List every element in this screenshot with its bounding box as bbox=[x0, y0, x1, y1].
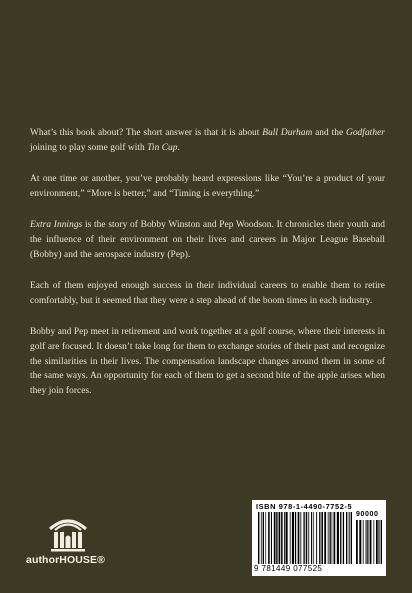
title-godfather: Godfather bbox=[346, 128, 385, 138]
isbn-barcode bbox=[252, 500, 386, 576]
blurb-text: . bbox=[177, 142, 180, 153]
addon-barcode-icon bbox=[356, 520, 382, 564]
title-tin-cup: Tin Cup bbox=[147, 142, 178, 153]
blurb-paragraph-1 bbox=[30, 126, 385, 155]
ean-digits: 9 781449 077525 bbox=[254, 564, 323, 573]
blurb-paragraph-3 bbox=[30, 218, 385, 262]
publisher-name: authorHOUSE® bbox=[26, 554, 105, 566]
blurb-paragraph-4: Each of them enjoyed enough success in their individual careers to enable them to retire comfortably, but it seemed that they were a step ahead of the boom times in each industry. bbox=[30, 281, 385, 306]
blurb-text: What’s this book about? The short answer is that it is about bbox=[30, 128, 263, 138]
blurb-paragraph-2: At one time or another, you’ve probably heard expressions like “You’re a product of your environment,” “More is better,” and “Timing is everything.” bbox=[30, 174, 385, 199]
barcode-icon bbox=[258, 512, 352, 564]
book-blurb bbox=[30, 126, 385, 415]
blurb-text: and the bbox=[312, 128, 346, 138]
title-extra-innings: Extra Innings bbox=[30, 220, 83, 231]
house-book-logo-icon bbox=[46, 512, 90, 552]
blurb-text: is the story of Bobby Winston and Pep Woodson. It chronicles their youth and the influence of their environment on their lives and careers in Major League Baseball (Bobby) and the aerospace industry (Pep). bbox=[30, 220, 385, 260]
blurb-paragraph-5: Bobby and Pep meet in retirement and work together at a golf course, where their interests in golf are focused. It doesn’t take long for them to exchange stories of their past and recognize the similarities in their lives. The compensation landscape changes around them in some of the same ways. An opportunity for each of them to get a second bite of the apple arises when they join forces. bbox=[30, 327, 385, 396]
isbn-text: ISBN 978-1-4490-7752-5 bbox=[256, 502, 353, 511]
title-bull-durham: Bull Durham bbox=[262, 128, 313, 138]
price-code: 90000 bbox=[356, 511, 379, 518]
publisher-logo bbox=[26, 512, 118, 572]
blurb-text: joining to play some golf with bbox=[30, 142, 148, 153]
